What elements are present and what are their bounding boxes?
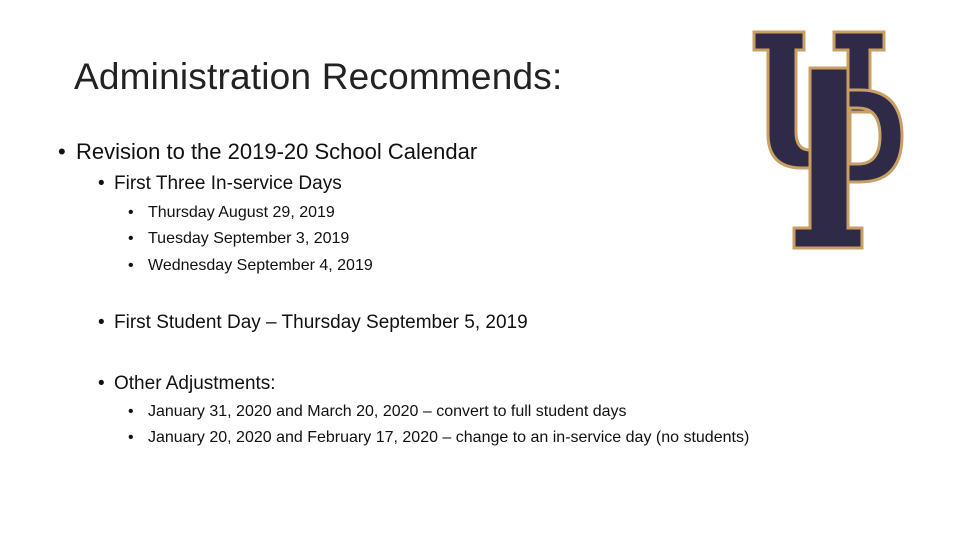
bullet-level2 [98, 312, 528, 334]
up-monogram-logo-icon [750, 28, 906, 252]
bullet-text: First Student Day – Thursday September 5, 2019 [114, 312, 528, 333]
bullet-dot: • [128, 429, 134, 446]
bullet-level3 [128, 257, 373, 275]
bullet-text: Revision to the 2019-20 School Calendar [76, 139, 478, 164]
bullet-dot: • [98, 173, 105, 194]
bullet-dot: • [128, 403, 134, 420]
bullet-dot: • [128, 257, 134, 274]
bullet-level3 [128, 230, 349, 248]
bullet-dot: • [128, 230, 134, 247]
bullet-text: January 31, 2020 and March 20, 2020 – convert to full student days [148, 403, 627, 420]
bullet-text: Thursday August 29, 2019 [148, 204, 335, 221]
bullet-level3 [128, 403, 627, 421]
bullet-level3 [128, 204, 335, 222]
bullet-dot: • [128, 204, 134, 221]
bullet-text: Tuesday September 3, 2019 [148, 230, 350, 247]
bullet-dot: • [98, 312, 105, 333]
bullet-level2 [98, 173, 342, 195]
bullet-text: First Three In-service Days [114, 173, 342, 194]
bullet-text: Other Adjustments: [114, 373, 276, 394]
bullet-level2 [98, 373, 276, 395]
bullet-level3 [128, 429, 749, 447]
slide-title: Administration Recommends: [74, 56, 563, 97]
bullet-text: January 20, 2020 and February 17, 2020 – change to an in-service day (no students) [148, 429, 750, 446]
bullet-text: Wednesday September 4, 2019 [148, 257, 373, 274]
bullet-level1 [58, 139, 477, 165]
bullet-dot: • [58, 139, 66, 164]
bullet-dot: • [98, 373, 105, 394]
